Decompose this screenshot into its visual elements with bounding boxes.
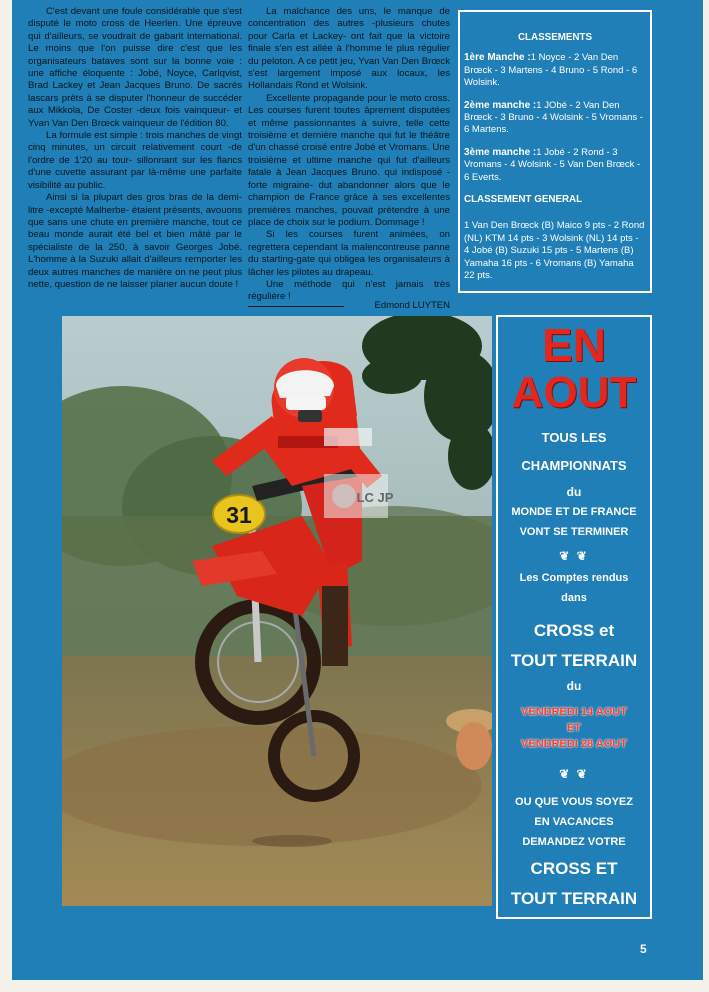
advert-date: VENDREDI 28 AOUT [521, 738, 627, 750]
advert-line: VONT SE TERMINER [519, 526, 629, 538]
manche-3-results: 3ème manche :1 Jobé - 2 Rond - 3 Vromans - 4 Wolsink - 5 Van Den Brœck - 6 Everts. [464, 146, 641, 183]
advert-line: TOUS LES [541, 430, 607, 445]
motocross-photo [62, 316, 492, 906]
advert-line: DEMANDEZ VOTRE [522, 836, 626, 848]
advert-line: du [566, 485, 582, 499]
ornament-icon: ❦ ❦ [559, 767, 589, 781]
motocross-rider-image [62, 316, 492, 906]
article-paragraph: Excellente propagande pour le moto cross. Les courses furent toutes âprement disputées et même passionnantes à suivre, telle cette troisième et dernière manche qui fut le théâtre d'un chassé croisé entre Jobé et Vromans. Une troisième et ultime manche qui fut d'ailleurs fatale à Jean Jacques Bruno. qui indisposé -forte migraine- dut abandonner alors que le champion de France grâce à ses excellentes premières manches, pouvait prétendre à une place de choix sur le podium. Dommage ! [248, 92, 450, 228]
advert-date: ET [566, 722, 582, 734]
ornament-icon: ❦ ❦ [559, 549, 589, 563]
advert-aout: AOUT [511, 368, 637, 417]
bike-number: 31 [226, 502, 252, 528]
manche-2-results: 2ème manche :1 JObé - 2 Van Den Brœck - 3 Bruno - 4 Wolsink - 5 Vromans - 6 Martens. [464, 99, 643, 136]
advert-en: EN [542, 319, 606, 371]
advert-line: MONDE ET DE FRANCE [511, 506, 637, 518]
article-column-2 [248, 6, 450, 304]
advert-line: Les Comptes rendus [519, 572, 629, 584]
classement-general-results: 1 Van Den Brœck (B) Maico 9 pts - 2 Rond (NL) KTM 14 pts - 3 Wolsink (NL) 14 pts - 4 Jobé (B) Suzuki 15 pts - 5 Martens (B) Yamaha 16 pts - 6 Vromans (B) Yamaha 22 pts. [464, 220, 645, 282]
advert-line: TOUT TERRAIN [510, 651, 638, 670]
author-name: Edmond LUYTEN [374, 300, 450, 311]
advert-box [496, 315, 652, 919]
watermark-text: LC JP [356, 490, 394, 505]
advert-line: OU QUE VOUS SOYEZ [515, 796, 633, 808]
advert-line: CHAMPIONNATS [521, 458, 627, 473]
advert-line: dans [561, 592, 587, 604]
advert-line: EN VACANCES [534, 816, 614, 828]
classements-title: CLASSEMENTS [517, 32, 593, 43]
article-column-1 [28, 6, 242, 291]
advert-date: VENDREDI 14 AOUT [521, 706, 627, 718]
article-paragraph: La malchance des uns, le manque de concentration des autres -plusieurs chutes pour Carla et Lackey- ont fait que la victoire finale s'en est allée à l'homme le plus régulier du peloton. A ce petit jeu, Yvan Van Den Brœck s'est largement imposé aux locaux, les Hollandais Rond et Wolsink. [248, 6, 450, 92]
article-paragraph: Une méthode qui n'est jamais très régulière ! [248, 278, 450, 303]
magazine-page [12, 0, 703, 980]
article-paragraph: Si les courses furent animées, on regrettera cependant la malencontreuse panne du starting-gate qui obligea les organisateurs à lâcher les pilotes au drapeau. [248, 229, 450, 278]
advert-line: TOUT TERRAIN [510, 889, 638, 908]
classements-box [458, 10, 652, 293]
page-number: 5 [640, 942, 647, 956]
article-paragraph: C'est devant une foule considérable que s'est disputé le moto cross de Heerlen. Une épreuve qui d'ailleurs, se voudrait de gabarit international. Le moins que l'on puisse dire c'est que les organisateurs bataves sont sur la bonne voie : une affiche éloquente : Jobé, Noyce, Carlqvist, Brad Lackey et Jean Jacques Bruno. De sacrés lascars prêts à se disputer l'honneur de succéder aux Mikkola, De Coster -deux fois vainqueur- et Yvan Van Den Brœck vainqueur de l'édition 80. [28, 6, 242, 129]
classement-general-title: CLASSEMENT GENERAL [464, 194, 583, 206]
advert-line: CROSS ET [530, 859, 618, 878]
manche-1-results: 1ère Manche :1 Noyce - 2 Van Den Brœck - 3 Martens - 4 Bruno - 5 Rond - 6 Wolsink. [464, 52, 638, 89]
advert-line: du [566, 679, 582, 693]
article-paragraph: Ainsi si la plupart des gros bras de la demi-litre -excepté Malherbe- étaient présents, avouons que sans une chute en première manche, tout ce beau monde aurait été bel et bien mâté par le spécialiste de la 250, à savoir Georges Jobé. L'homme à la Suzuki allait d'ailleurs remporter les deux autres manches de manière on ne peut plus nette, question de ne laisser planer aucun doute ! [28, 192, 242, 290]
advert-line: CROSS et [533, 621, 615, 640]
article-paragraph: La formule est simple : trois manches de vingt cinq minutes, un circuit relativement court -de l'ordre de 1'20 au tour- sillonnant sur les flancs d'une cuvette assurant par là-même une parfaite visibilité au public. [28, 130, 242, 191]
signature-rule [248, 306, 344, 307]
watermark-logo [324, 474, 394, 518]
